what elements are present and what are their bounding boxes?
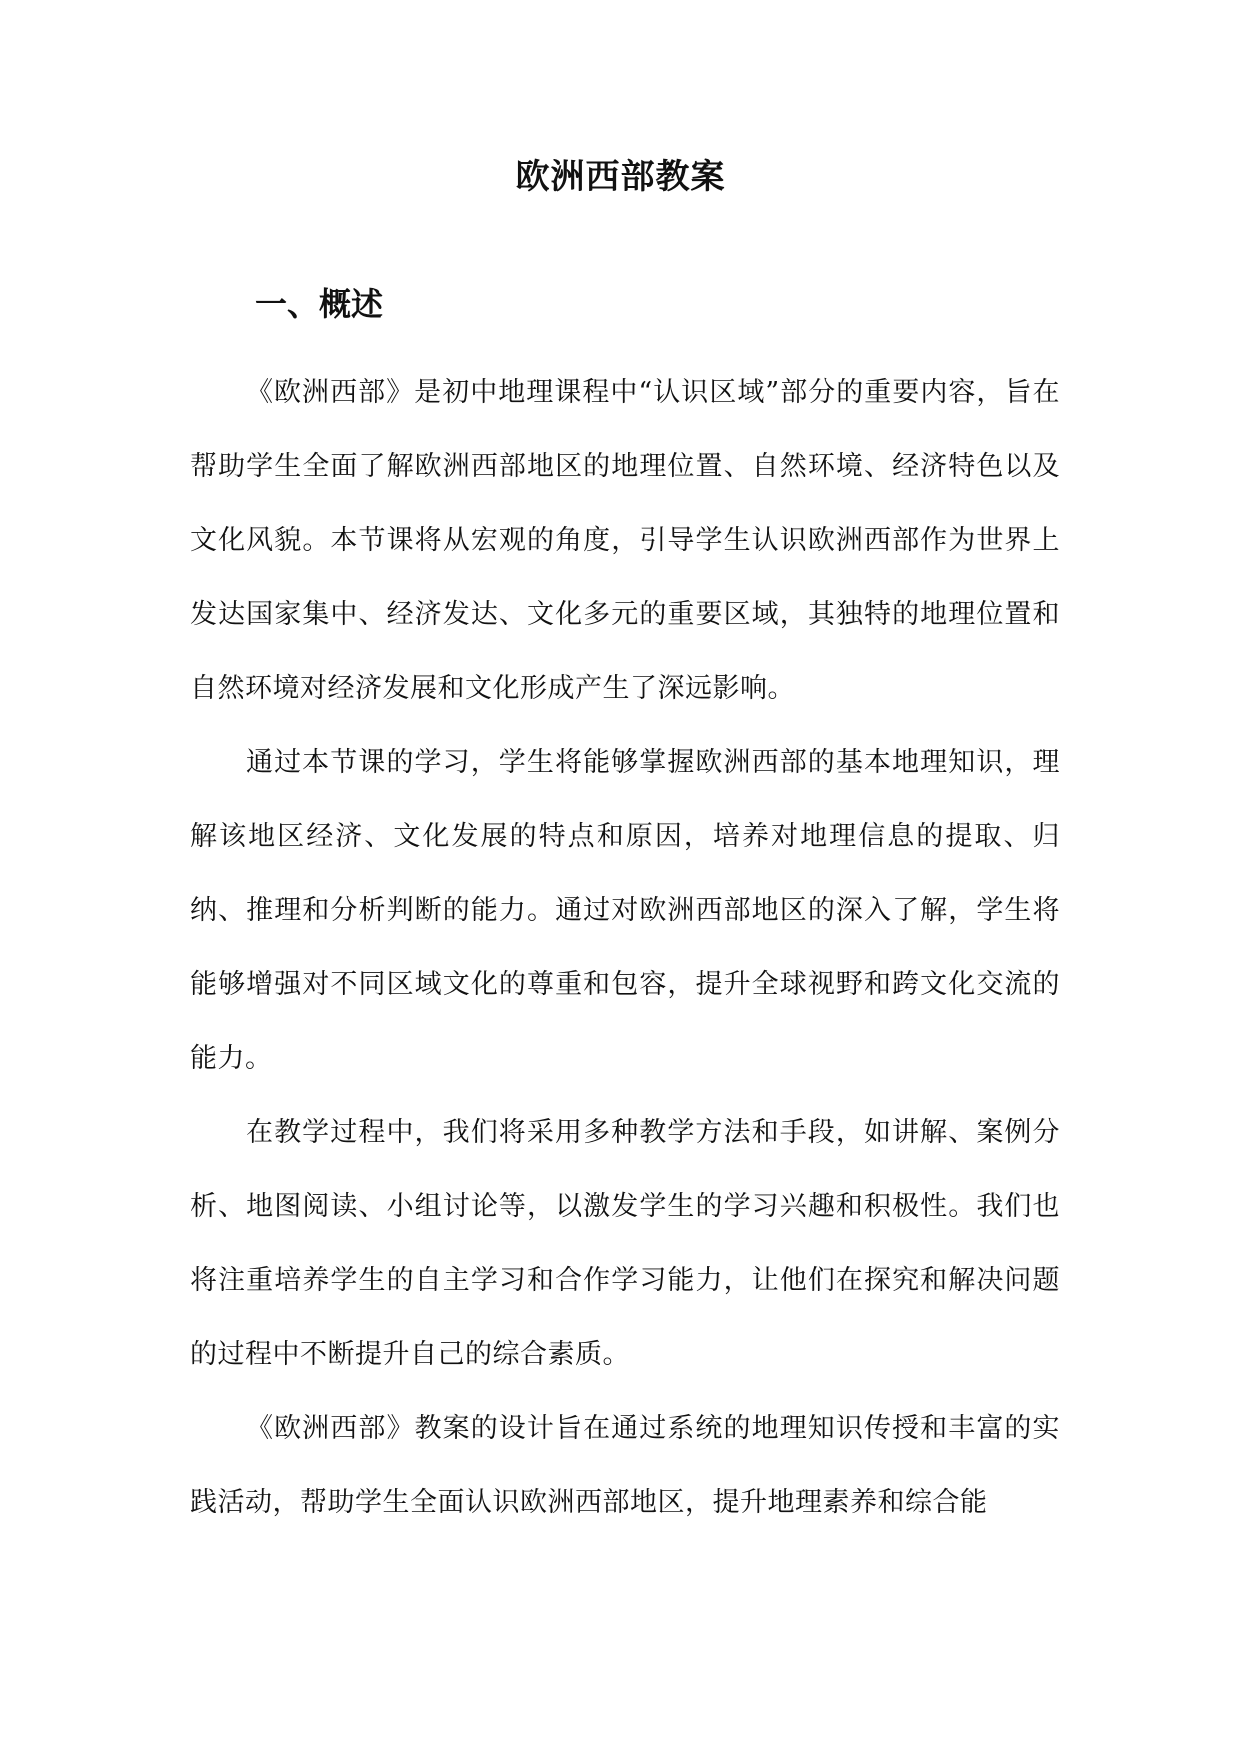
section-heading: 一、概述 (255, 285, 384, 323)
paragraph-4: 《欧洲西部》教案的设计旨在通过系统的地理知识传授和丰富的实践活动，帮助学生全面认识欧洲西部地区，提升地理素养和综合能 (190, 1413, 1060, 1518)
paragraph-1: 《欧洲西部》是初中地理课程中“认识区域”部分的重要内容，旨在帮助学生全面了解欧洲西部地区的地理位置、自然环境、经济特色以及文化风貌。本节课将从宏观的角度，引导学生认识欧洲西部作为世界上发达国家集中、经济发达、文化多元的重要区域，其独特的地理位置和自然环境对经济发展和文化形成产生了深远影响。 (190, 377, 1060, 704)
paragraph-2: 通过本节课的学习，学生将能够掌握欧洲西部的基本地理知识，理解该地区经济、文化发展的特点和原因，培养对地理信息的提取、归纳、推理和分析判断的能力。通过对欧洲西部地区的深入了解，学生将能够增强对不同区域文化的尊重和包容，提升全球视野和跨文化交流的能力。 (190, 747, 1060, 1074)
paragraph-3: 在教学过程中，我们将采用多种教学方法和手段，如讲解、案例分析、地图阅读、小组讨论等，以激发学生的学习兴趣和积极性。我们也将注重培养学生的自主学习和合作学习能力，让他们在探究和解决问题的过程中不断提升自己的综合素质。 (190, 1117, 1060, 1370)
document-title: 欧洲西部教案 (515, 157, 726, 197)
